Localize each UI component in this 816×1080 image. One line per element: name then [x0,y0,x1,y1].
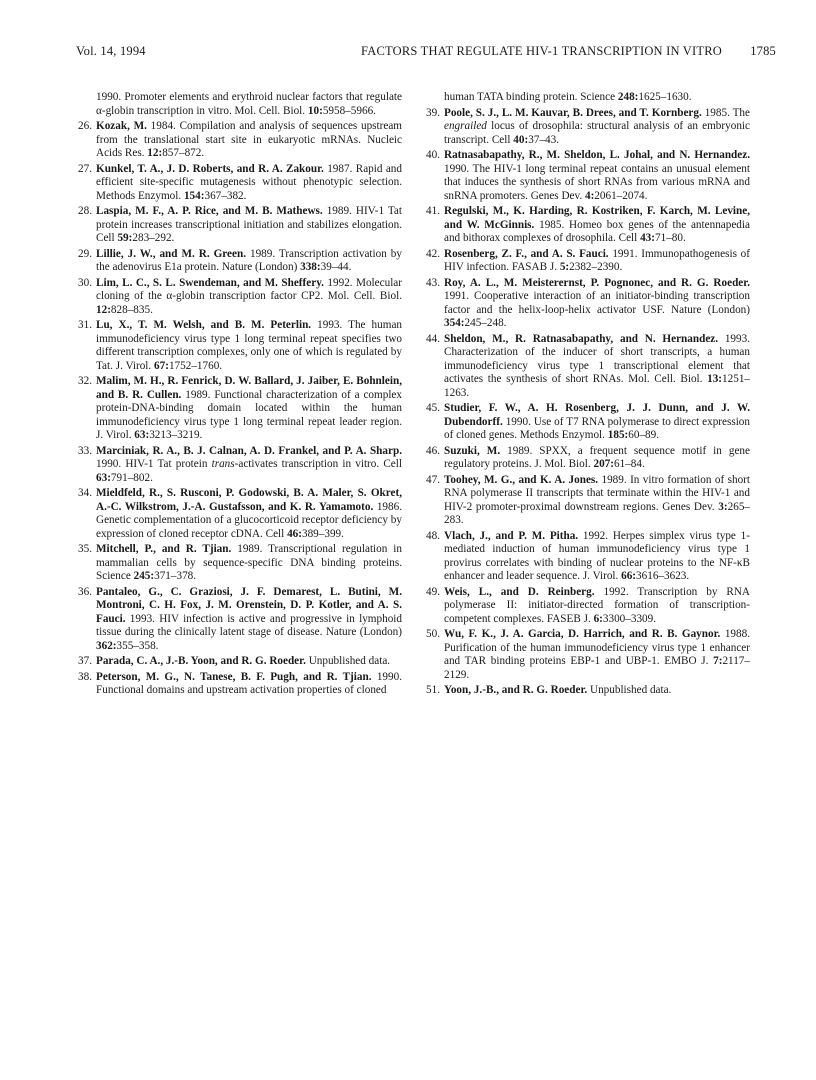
reference-pages: 1752–1760. [168,359,223,372]
reference-volume: 13: [707,373,723,385]
reference-number: 33. [78,444,92,457]
reference-authors: Yoon, J.-B., and R. G. Roeder. [444,684,588,696]
reference-authors: Malim, M. H., R. Fenrick, D. W. Ballard, J. Jaiber, E. Bohnlein, and B. R. Cullen. [96,375,402,401]
reference-number: 45. [426,402,440,414]
reference-pages: 828–835. [110,303,153,316]
reference-pages: 61–84. [613,458,645,470]
reference-number: 29. [78,247,92,260]
reference-authors: Mitchell, P., and R. Tjian. [96,543,232,555]
reference-number: 43. [426,276,440,289]
reference-authors: Ratnasabapathy, R., M. Sheldon, L. Johal, and N. Hernandez. [444,149,750,161]
reference-authors: Marciniak, R. A., B. J. Calnan, A. D. Frankel, and P. A. Sharp. [96,444,402,457]
reference-volume: 66: [621,570,637,582]
reference-authors: Toohey, M. G., and K. A. Jones. [444,473,599,486]
reference-pages: 791–802. [110,471,153,484]
reference-volume: 59: [117,232,133,244]
reference-text: 1993. The human immunodeficiency virus type 1 long terminal repeat specifies two different transcription complexes, only one of which is regulated by Tat. J. Virol. [96,319,402,372]
reference-entry [424,586,750,627]
reference-volume: 5: [559,261,570,273]
reference-entry [424,277,750,331]
reference-number: 35. [78,543,92,555]
reference-entry [76,586,402,654]
reference-text: Unpublished data. [305,655,391,667]
reference-authors: Peterson, M. G., N. Tanese, B. F. Pugh, and R. Tjian. [96,670,372,683]
reference-authors: Lim, L. C., S. L. Swendeman, and M. Sheffery. [96,276,324,289]
reference-authors: Vlach, J., and P. M. Pitha. [444,529,579,542]
reference-authors: Poole, S. J., L. M. Kauvar, B. Drees, and T. Kornberg. [444,106,702,119]
reference-text: 1989. Transcriptional regulation in mammalian cells by sequence-specific DNA binding proteins. Science [96,543,402,582]
running-header [76,44,776,64]
reference-number: 51. [426,684,440,696]
reference-volume: 245: [133,570,155,582]
reference-number: 27. [78,162,92,175]
reference-authors: Weis, L., and D. Reinberg. [444,585,595,598]
page-number: 1785 [750,44,776,58]
reference-entry [76,671,402,698]
reference-italic: trans [211,458,235,470]
reference-pages: 857–872. [162,147,205,159]
reference-volume: 46: [287,527,302,540]
reference-entry [424,628,750,682]
reference-volume: 7: [713,655,723,667]
reference-volume: 4: [584,189,595,202]
reference-pages: 60–89. [628,429,660,441]
reference-number: 47. [426,473,440,486]
reference-text: 1990. Promoter elements and erythroid nuclear factors that regulate α-globin transcription in vitro. Mol. Cell. Biol. [96,91,402,117]
reference-pages: 71–80. [654,232,686,244]
reference-volume: 6: [593,612,603,625]
reference-text: 1990. Use of T7 RNA polymerase to direct expression of cloned genes. Methods Enzymol. [444,415,750,441]
reference-text: 1990. The HIV-1 long terminal repeat contains an unusual element that induces the synthesis of short RNAs from various mRNA and snRNA promoters. Genes Dev. [444,162,750,202]
reference-volume: 63: [134,429,150,441]
reference-volume: 12: [96,303,111,316]
reference-volume: 12: [147,147,163,159]
reference-number: 48. [426,529,440,542]
reference-entry [424,107,750,148]
reference-number: 42. [426,247,440,260]
reference-pages: 245–248. [464,317,507,329]
reference-authors: Roy, A. L., M. Meisterernst, P. Pognonec, and R. G. Roeder. [444,276,750,289]
reference-text: 1985. Homeo box genes of the antennapedia and bithorax complexes of drosophila. Cell [444,218,750,244]
reference-authors: Regulski, M., K. Harding, R. Kostriken, F. Karch, M. Levine, and W. McGinnis. [444,205,750,231]
reference-text: 1992. Molecular cloning of the α-globin transcription factor CP2. Mol. Cell. Biol. [96,276,402,302]
reference-number: 38. [78,670,92,683]
reference-pages: 3616–3623. [636,570,690,582]
reference-pages: 355–358. [116,639,159,652]
reference-text: 1989. Transcription activation by the adenovirus E1a protein. Nature (London) [96,247,402,273]
reference-pages: 5958–5966. [322,104,376,117]
reference-pages: 3213–3219. [149,429,203,441]
reference-number: 40. [426,149,440,161]
reference-text: 1993. HIV infection is active and progressive in lymphoid tissue during the clinically latent stage of disease. Nature (London) [96,612,402,638]
running-title: FACTORS THAT REGULATE HIV-1 TRANSCRIPTION IN VITRO [361,44,722,58]
reference-number: 49. [426,585,440,598]
reference-text: 1993. Characterization of the inducer of short transcripts, a human immunodeficiency virus type 1 transcriptional element that activates the synthesis of short RNAs. Mol. Cell. Biol. [444,332,751,385]
reference-text: 1989. SPXX, a frequent sequence motif in gene regulatory proteins. J. Mol. Biol. [444,444,750,470]
reference-pages: 367–382. [204,189,247,202]
reference-entry [424,205,750,246]
reference-entry [424,149,750,203]
reference-text: 1989. HIV-1 Tat protein increases transcriptional initiation and stabilizes elongation. Cell [96,205,402,244]
reference-entry [424,402,750,443]
reference-entry [76,248,402,275]
reference-text: 1990. Functional domains and upstream activation properties of cloned [96,670,402,696]
reference-text: 1986. Genetic complementation of a glucocorticoid receptor deficiency by expression of cloned receptor cDNA. Cell [96,500,402,540]
reference-text: -activates transcription in vitro. Cell [234,458,402,470]
reference-authors: Lillie, J. W., and M. R. Green. [96,247,247,260]
reference-authors: Mieldfeld, R., S. Rusconi, P. Godowski, B. A. Maler, S. Okret, A.-C. Wilkstrom, J.-A. Gustafsson, and K. R. Yamamoto. [96,487,402,513]
reference-text: 1985. The [701,106,750,119]
reference-volume: 338: [300,261,321,273]
reference-volume: 67: [154,359,169,372]
reference-authors: Kozak, M. [96,120,147,132]
reference-volume: 248: [617,91,639,103]
reference-entry [76,543,402,584]
reference-entry [76,655,402,669]
reference-volume: 185: [607,429,629,441]
reference-volume: 10: [307,104,323,117]
reference-pages: 389–399. [301,527,344,540]
reference-number: 31. [78,319,92,331]
reference-authors: Sheldon, M., R. Ratnasabapathy, and N. Hernandez. [444,332,719,345]
reference-text: 1989. Functional characterization of a complex protein-DNA-binding domain located within the human immunodeficiency virus type 1 long terminal repeat leader region. J. Virol. [96,388,402,441]
reference-authors: Laspia, M. F., A. P. Rice, and M. B. Mathews. [96,205,323,217]
reference-italic: engrailed [444,120,487,132]
reference-entry [76,163,402,204]
reference-number: 28. [78,205,92,217]
reference-pages: 1625–1630. [638,91,692,103]
reference-authors: Suzuki, M. [444,444,501,457]
reference-pages: 39–44. [320,261,352,273]
reference-number: 50. [426,628,440,640]
reference-text: 1991. Cooperative interaction of an initiator-binding transcription factor and the helix-loop-helix activator USF. Nature (London) [444,290,750,316]
reference-pages: 2382–2390. [569,261,623,273]
reference-text: 1989. In vitro formation of short RNA polymerase II transcripts that terminate within the HIV-1 and HIV-2 promoter-proximal downstream regions. Genes Dev. [444,473,750,513]
reference-entry [424,248,750,275]
reference-pages: 371–378. [154,570,197,582]
reference-number: 36. [78,585,92,598]
reference-text: human TATA binding protein. Science [444,91,618,103]
reference-entry [424,530,750,584]
reference-authors: Rosenberg, Z. F., and A. S. Fauci. [444,247,609,260]
reference-entry [424,445,750,472]
reference-entry [424,91,750,105]
reference-text: 1992. Transcription by RNA polymerase II: initiator-directed formation of transcription-competent complexes. FASEB J. [444,585,750,625]
journal-volume: Vol. 14, 1994 [76,44,146,58]
reference-text: 1987. Rapid and efficient site-specific mutagenesis without phenotypic selection. Methods Enzymol. [96,162,402,202]
reference-pages: 265–283. [444,500,750,526]
reference-pages: 283–292. [132,232,175,244]
reference-number: 37. [78,655,92,667]
reference-entry [76,487,402,541]
reference-number: 41. [426,205,440,217]
reference-column-right [424,91,750,700]
reference-entry [76,277,402,318]
reference-text: locus of drosophila: structural analysis of an embryonic transcript. Cell [444,120,750,146]
reference-volume: 3: [718,500,728,513]
reference-entry [76,120,402,161]
reference-volume: 63: [96,471,111,484]
reference-text: Unpublished data. [587,684,672,696]
reference-authors: Parada, C. A., J.-B. Yoon, and R. G. Roeder. [96,655,306,667]
reference-volume: 207: [593,458,614,470]
reference-entry [424,684,750,698]
reference-number: 26. [78,120,92,132]
reference-number: 34. [78,487,92,499]
reference-pages: 3300–3309. [602,612,657,625]
reference-entry [76,91,402,118]
reference-text: 1984. Compilation and analysis of sequences upstream from the translational start site in eukaryotic mRNAs. Nucleic Acids Res. [96,120,402,159]
reference-authors: Wu, F. K., J. A. Garcia, D. Harrich, and R. B. Gaynor. [444,628,721,640]
reference-volume: 154: [183,189,205,202]
reference-number: 44. [426,332,440,345]
reference-entry [76,205,402,246]
reference-column-left [76,91,402,700]
reference-volume: 354: [444,317,465,329]
reference-text: 1991. Immunopathogenesis of HIV infection. FASAB J. [444,247,750,273]
reference-authors: Pantaleo, G., C. Graziosi, J. F. Demarest, L. Butini, M. Montroni, C. H. Fox, J. M. Orenstein, D. P. Kotler, and A. S. Fauci. [96,585,402,625]
reference-entry [424,333,750,401]
reference-pages: 37–43. [528,133,559,146]
reference-volume: 43: [640,232,655,244]
reference-authors: Kunkel, T. A., J. D. Roberts, and R. A. Zakour. [96,162,324,175]
reference-text: 1988. Purification of the human immunodeficiency virus type 1 enhancer and TAR binding proteins EBP-1 and UBP-1. EMBO J. [444,628,750,667]
reference-pages: 2117–2129. [444,655,750,681]
reference-volume: 362: [96,639,117,652]
reference-number: 39. [426,106,440,119]
reference-entry [76,319,402,373]
reference-authors: Studier, F. W., A. H. Rosenberg, J. J. Dunn, and J. W. Dubendorff. [444,402,750,428]
reference-pages: 2061–2074. [594,189,648,202]
reference-authors: Lu, X., T. M. Welsh, and B. M. Peterlin. [96,319,312,331]
reference-entry [76,375,402,443]
reference-number: 46. [426,444,440,457]
reference-entry [424,474,750,528]
reference-pages: 1251–1263. [444,373,750,399]
reference-number: 32. [78,375,92,387]
reference-volume: 40: [513,133,529,146]
reference-number: 30. [78,276,92,289]
reference-entry [76,445,402,486]
reference-text: 1990. HIV-1 Tat protein [96,458,212,470]
reference-text: 1992. Herpes simplex virus type 1-mediated induction of human immunodeficiency virus type 1 provirus correlates with binding of nuclear proteins to the NF-κB enhancer and leader sequence. J. Virol. [444,529,750,582]
